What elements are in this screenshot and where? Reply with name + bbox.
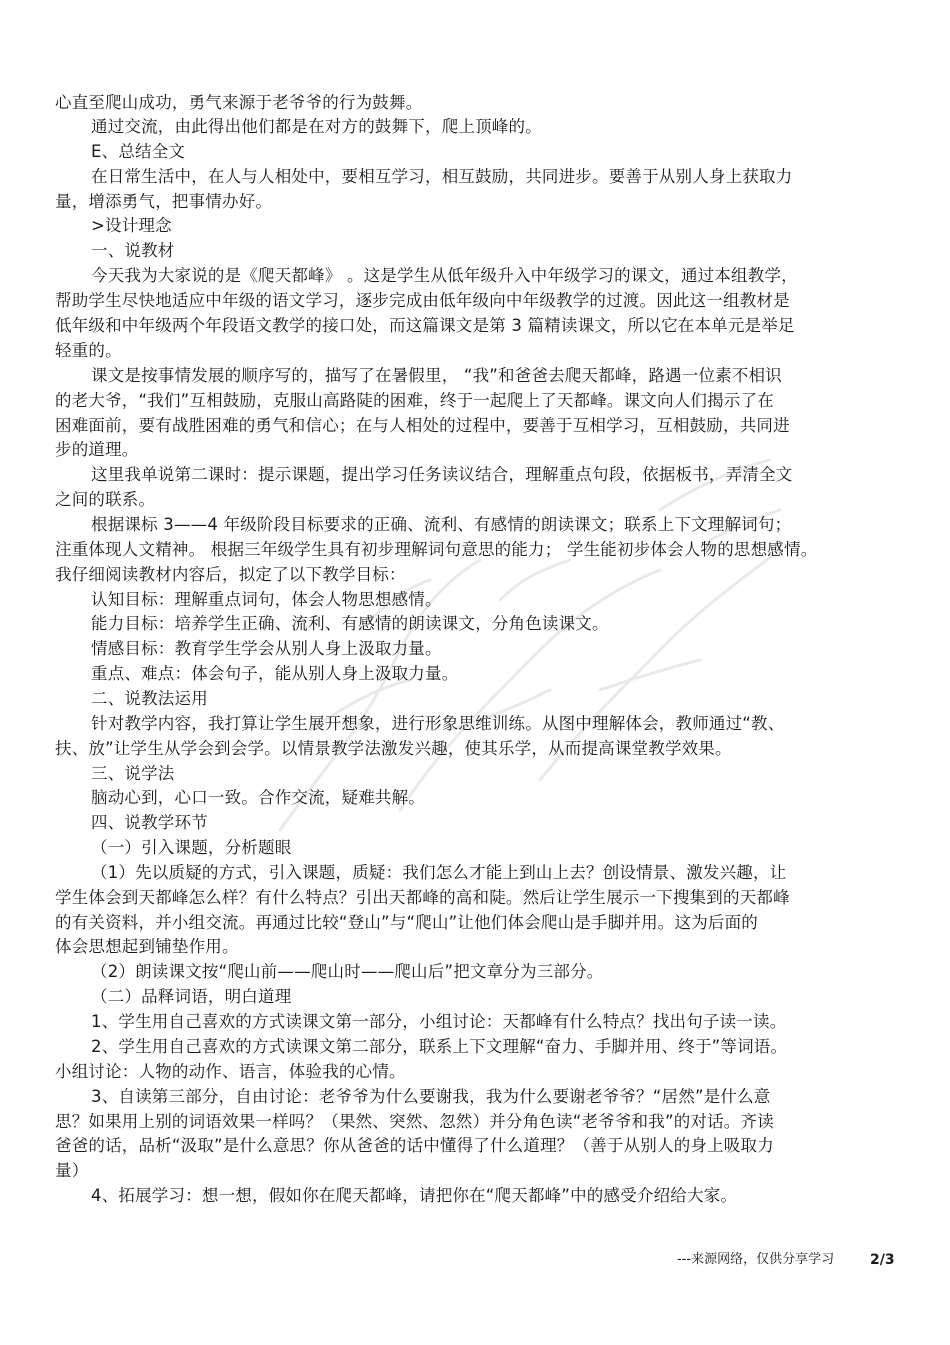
text-line: 帮助学生尽快地适应中年级的语文学习，逐步完成由低年级向中年级教学的过渡。因此这一组教材是 <box>55 291 790 310</box>
text-line: 的有关资料，并小组交流。再通过比较“登山”与“爬山”让他们体会爬山是手脚并用。这为后面的 <box>55 913 758 932</box>
text-line: 量） <box>55 1161 89 1180</box>
text-line: 2、学生用自己喜欢的方式读课文第二部分，联系上下文理解“奋力、手脚并用、终于”等词语。 <box>91 1037 788 1056</box>
section-heading: 一、说教材 <box>91 241 175 260</box>
section-heading: 四、说教学环节 <box>91 813 208 832</box>
text-line: 针对教学内容，我打算让学生展开想象，进行形象思维训练。从图中理解体会，教师通过“教、 <box>91 714 785 733</box>
subsection-heading: （一）引入课题，分析题眼 <box>91 838 292 857</box>
text-line: 的老大爷，“我们”互相鼓励，克服山高路陡的困难，终于一起爬上了天都峰。课文向人们揭示了在 <box>55 391 774 410</box>
text-line: 之间的联系。 <box>55 490 156 509</box>
text-line: 轻重的。 <box>55 341 122 360</box>
text-line: 我仔细阅读教材内容后，拟定了以下教学目标： <box>55 565 406 584</box>
text-line: 量，增添勇气，把事情办好。 <box>55 192 273 211</box>
text-line: 通过交流，由此得出他们都是在对方的鼓舞下，爬上顶峰的。 <box>91 117 542 136</box>
text-line: 重点、难点：体会句子，能从别人身上汲取力量。 <box>91 664 459 683</box>
text-line: （2）朗读课文按“爬山前——爬山时——爬山后”把文章分为三部分。 <box>91 962 604 981</box>
text-line: 小组讨论：人物的动作、语言，体验我的心情。 <box>55 1062 406 1081</box>
text-line: 心直至爬山成功，勇气来源于老爷爷的行为鼓舞。 <box>55 93 423 112</box>
subsection-heading: （二）品释词语，明白道理 <box>91 987 292 1006</box>
footer-source-note: ---来源网络，仅供分享学习 <box>677 1252 835 1267</box>
text-line: 在日常生活中，在人与人相处中，要相互学习，相互鼓励，共同进步。要善于从别人身上获取力 <box>91 167 793 186</box>
text-line: 扶、放”让学生从学会到会学。以情景教学法激发兴趣，使其乐学，从而提高课堂教学效果。 <box>55 739 732 758</box>
text-line: 4、拓展学习：想一想，假如你在爬天都峰，请把你在“爬天都峰”中的感受介绍给大家。 <box>91 1186 738 1205</box>
text-line: 低年级和中年级两个年段语文教学的接口处，而这篇课文是第 3 篇精读课文，所以它在本单元是举足 <box>55 316 795 335</box>
text-line: 认知目标：理解重点词句，体会人物思想感情。 <box>91 590 442 609</box>
text-line: 步的道理。 <box>55 440 139 459</box>
text-line: 思？如果用上别的词语效果一样吗？（果然、突然、忽然）并分角色读“老爷爷和我”的对话。齐读 <box>55 1112 774 1131</box>
text-line: 根据课标 3——4 年级阶段目标要求的正确、流利、有感情的朗读课文；联系上下文理解词句； <box>91 515 792 534</box>
text-line: （1）先以质疑的方式，引入课题，质疑：我们怎么才能上到山上去？创设情景、激发兴趣，让 <box>91 863 787 882</box>
section-heading: 三、说学法 <box>91 764 175 783</box>
text-line: 1、学生用自己喜欢的方式读课文第一部分，小组讨论：天都峰有什么特点？找出句子读一读。 <box>91 1012 787 1031</box>
text-line: 爸爸的话，品析“汲取”是什么意思？你从爸爸的话中懂得了什么道理？（善于从别人的身上吸取力 <box>55 1136 774 1155</box>
text-line: 情感目标：教育学生学会从别人身上汲取力量。 <box>91 639 442 658</box>
text-line: 脑动心到，心口一致。合作交流，疑难共解。 <box>91 788 425 807</box>
text-line: 这里我单说第二课时：提示课题，提出学习任务读议结合，理解重点句段，依据板书，弄清全文 <box>91 465 793 484</box>
section-heading: >设计理念 <box>91 216 172 235</box>
page-footer <box>0 1250 950 1270</box>
text-line: 今天我为大家说的是《爬天都峰》 。这是学生从低年级升入中年级学习的课文，通过本组教学， <box>91 266 798 285</box>
text-line: 体会思想起到铺垫作用。 <box>55 937 239 956</box>
text-line: 课文是按事情发展的顺序写的，描写了在暑假里， “我”和爸爸去爬天都峰，路遇一位素不相识 <box>91 366 782 385</box>
text-line: 学生体会到天都峰怎么样？有什么特点？引出天都峰的高和陡。然后让学生展示一下搜集到的天都峰 <box>55 888 790 907</box>
text-line: 3、自读第三部分，自由讨论：老爷爷为什么要谢我，我为什么要谢老爷爷？“居然”是什么意 <box>91 1087 771 1106</box>
text-line: 能力目标：培养学生正确、流利、有感情的朗读课文，分角色读课文。 <box>91 614 609 633</box>
text-line: 注重体现人文精神。 根据三年级学生具有初步理解词句意思的能力； 学生能初步体会人物的思想感情。 <box>55 540 818 559</box>
section-heading: 二、说教法运用 <box>91 689 208 708</box>
text-line: 困难面前，要有战胜困难的勇气和信心；在与人相处的过程中，要善于互相学习，互相鼓励，共同进 <box>55 416 790 435</box>
page-number: 2/3 <box>870 1252 895 1268</box>
section-heading: E、总结全文 <box>91 142 186 161</box>
